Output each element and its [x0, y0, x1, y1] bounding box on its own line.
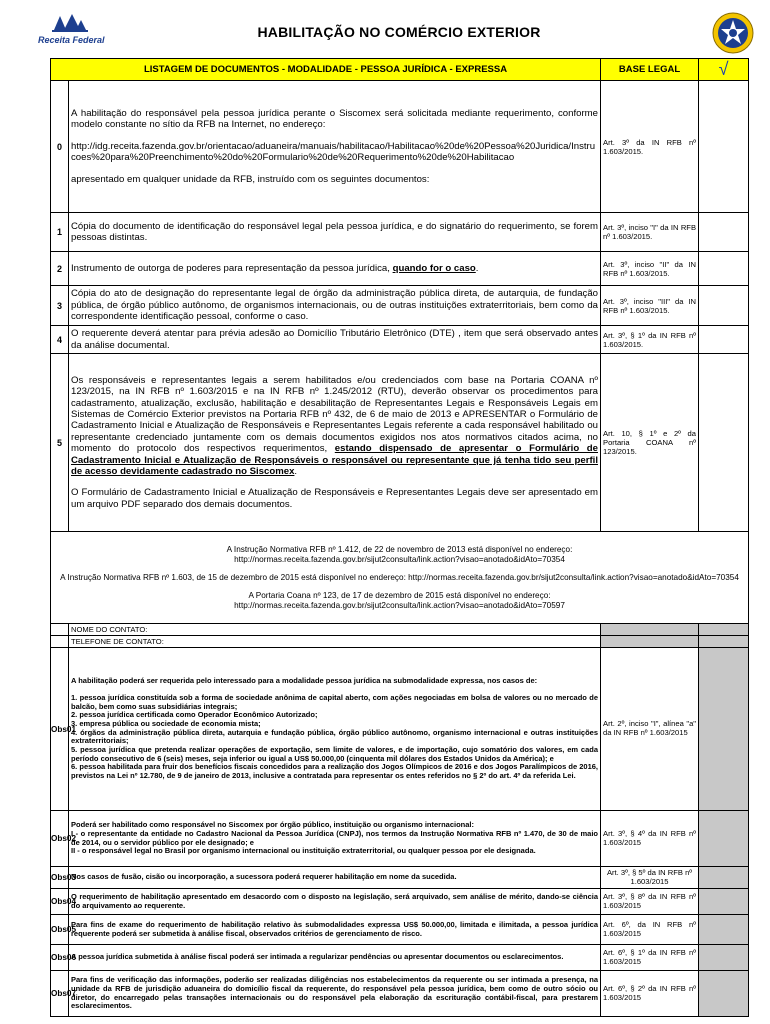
obs-text: Para fins de exame do requerimento de habilitação relativo às submodalidades expressa US$ 50.000,00, limitada e ilimitada, a pessoa jurídica requerente poderá ser submetida à análise fiscal, observados critérios de gerenciamento de risco.: [69, 915, 601, 945]
documents-table: [50, 58, 749, 1017]
check-cell[interactable]: [699, 286, 749, 326]
table-row: [51, 286, 749, 326]
obs-text: A pessoa jurídica submetida à análise fiscal poderá ser intimada a regularizar pendências ou apresentar documentos ou esclarecimentos.: [69, 945, 601, 971]
check-cell[interactable]: [699, 252, 749, 286]
obs-base-legal: Art. 3º, § 5º da IN RFB nº 1.603/2015: [601, 867, 699, 889]
grey-cell: [699, 636, 749, 648]
item-text: Instrumento de outorga de poderes para representação da pessoa jurídica,: [71, 262, 393, 274]
item-description: Cópia do documento de identificação do responsável legal pela pessoa jurídica, e do signatário do requerimento, se forem pessoas distintas.: [69, 213, 601, 252]
table-row: [51, 81, 749, 213]
grey-cell: [699, 624, 749, 636]
form-link[interactable]: http://idg.receita.fazenda.gov.br/orientacao/aduaneira/manuais/habilitacao/Habilitacao%20de%20Pessoa%20Juridica/Instrucoes%20para%20Preenchimento%20do%20Formulario%20de%20Requerimento%20de%20Habilitacao: [71, 140, 596, 164]
obs-base-legal: Art. 2º, inciso "I", alínea "a" da IN RFB nº 1.603/2015: [601, 648, 699, 811]
obs-label: Obs01: [51, 648, 69, 811]
obs-label: Obs06: [51, 945, 69, 971]
grey-cell: [699, 889, 749, 915]
item-description: [69, 81, 601, 213]
reference-text: A Instrução Normativa RFB nº 1.412, de 22 de novembro de 2013 está disponível no endereço:: [226, 544, 573, 554]
grey-cell: [699, 867, 749, 889]
item-text: .: [294, 466, 298, 478]
page-title: HABILITAÇÃO NO COMÉRCIO EXTERIOR: [257, 24, 541, 40]
base-legal-cell: Art. 10, § 1º e 2º da Portaria COANA nº 123/2015.: [601, 354, 699, 532]
reference-info-row: [51, 532, 749, 624]
base-legal-cell: Art. 3º, inciso "II" da IN RFB nº 1.603/2015.: [601, 252, 699, 286]
obs-base-legal: Art. 6º, da IN RFB nº 1.603/2015: [601, 915, 699, 945]
obs-row: [51, 648, 749, 811]
logo-text: Receita Federal: [38, 35, 105, 45]
item-description: [69, 252, 601, 286]
reference-link[interactable]: http://normas.receita.fazenda.gov.br/sijut2consulta/link.action?visao=anotado&idAto=70597: [234, 600, 565, 610]
obs-row: [51, 971, 749, 1017]
contact-name-row: [51, 624, 749, 636]
obs-base-legal: Art. 3º, § 8º da IN RFB nº 1.603/2015: [601, 889, 699, 915]
item-text: Os responsáveis e representantes legais a serem habilitados e/ou credenciados com base na Portaria COANA nº 123/2015, na IN RFB nº 1.603/2015 e na IN RFB nº 1.245/2012 (RTU), deverão observar os procedimentos para cadastramento, atualização, exclusão, habilitação e desabilitação de Representantes Legais e Responsáveis Legais em Sistemas de Comércio Exterior previstos na Portaria RFB nº 432, de 6 de maio de 2013 e APRESENTAR o Formulário de Cadastramento Inicial e Atualização de Responsáveis e Representantes Legais referente a cada responsável habilitado ou representante credenciado juntamente com os demais documentos exigidos nos atos normativos citados acima, no momento do protocolo dos respectivos requerimentos,: [71, 374, 599, 455]
obs-label: Obs07: [51, 971, 69, 1017]
obs-base-legal: Art. 6º, § 1º da IN RFB nº 1.603/2015: [601, 945, 699, 971]
obs-base-legal: Art. 6º, § 2º da IN RFB nº 1.603/2015: [601, 971, 699, 1017]
obs-label: Obs05: [51, 915, 69, 945]
contact-phone-row: [51, 636, 749, 648]
obs-row: [51, 811, 749, 867]
base-legal-cell: Art. 3º da IN RFB nº 1.603/2015.: [601, 81, 699, 213]
item-paragraph: [71, 375, 598, 478]
obs-text: Nos casos de fusão, cisão ou incorporação, a sucessora poderá requerer habilitação em nome da sucedida.: [69, 867, 601, 889]
check-header-icon: √: [699, 59, 749, 81]
document-header: [38, 8, 748, 58]
item-text: .: [475, 262, 479, 274]
contact-spacer: [51, 624, 69, 636]
obs-label: Obs03: [51, 867, 69, 889]
grey-cell: [699, 648, 749, 811]
reference-info: [51, 532, 749, 624]
obs-base-legal: Art. 3º, § 4º da IN RFB nº 1.603/2015: [601, 811, 699, 867]
item-description: [69, 354, 601, 532]
grey-cell: [699, 915, 749, 945]
grey-cell: [699, 811, 749, 867]
table-title: LISTAGEM DE DOCUMENTOS - MODALIDADE - PESSOA JURÍDICA - EXPRESSA: [51, 59, 601, 81]
reference-line: A Instrução Normativa RFB nº 1.603, de 15 de dezembro de 2015 está disponível no endereço: http://normas.receita.fazenda.gov.br/sijut2consulta/link.action?visao=anotado&idAto=70354: [60, 572, 739, 582]
contact-phone-field[interactable]: TELEFONE DE CONTATO:: [69, 636, 601, 648]
item-paragraph: apresentado em qualquer unidade da RFB, instruído com os seguintes documentos:: [71, 173, 430, 185]
obs-row: [51, 915, 749, 945]
table-row: [51, 354, 749, 532]
item-description: Cópia do ato de designação do representante legal de órgão da administração pública direta, de autarquia, de fundação pública, de órgão público autônomo, de organismos internacionais, ou de outras instituições extraterritoriais, bem como da correspondente identificação pessoal, conforme o caso.: [69, 286, 601, 326]
obs-label: Obs04: [51, 889, 69, 915]
check-cell[interactable]: [699, 354, 749, 532]
item-number: 5: [51, 354, 69, 532]
obs-text: [69, 648, 601, 811]
item-paragraph: A habilitação do responsável pela pessoa jurídica perante o Siscomex será solicitada mediante requerimento, conforme modelo constante no sítio da RFB na Internet, no endereço:: [71, 107, 599, 131]
obs-row: [51, 945, 749, 971]
table-row: [51, 213, 749, 252]
table-row: [51, 326, 749, 354]
item-description: O requerente deverá atentar para prévia adesão ao Domicílio Tributário Eletrônico (DTE) , item que será observado antes da análise documental.: [69, 326, 601, 354]
obs-intro: A habilitação poderá ser requerida pelo interessado para a modalidade pessoa jurídica na submodalidade expressa, nos casos de:: [71, 676, 538, 686]
check-cell[interactable]: [699, 81, 749, 213]
obs-row: [51, 889, 749, 915]
contact-spacer: [51, 636, 69, 648]
check-cell[interactable]: [699, 326, 749, 354]
grey-cell: [699, 971, 749, 1017]
reference-link[interactable]: http://normas.receita.fazenda.gov.br/sijut2consulta/link.action?visao=anotado&idAto=70354: [234, 554, 565, 564]
reference-line: [55, 591, 744, 611]
document-page: [38, 8, 748, 1017]
base-legal-header: BASE LEGAL: [601, 59, 699, 81]
obs-label: Obs02: [51, 811, 69, 867]
item-emphasis: estando dispensado de apresentar o Formulário de Cadastramento Inicial e Atualização de Responsáveis o responsável ou representante que já tenha tido seu perfil de acesso devidamente cadastrado no Siscomex: [71, 443, 599, 478]
obs-text: Para fins de verificação das informações, poderão ser realizadas diligências nos estabelecimentos da requerente ou ser intimada a presença, na unidade da RFB de jurisdição aduaneira do domicílio fiscal da requerente, do responsável pela pessoa jurídica, bem como de outro sócio ou diretor, do encarregado pelas transações internacionais ou do responsável pela elaboração da escrituração contábil-fiscal, para prestarem esclarecimentos.: [69, 971, 601, 1017]
base-legal-cell: Art. 3º, § 1º da IN RFB nº 1.603/2015.: [601, 326, 699, 354]
reference-text: A Portaria Coana nº 123, de 17 de dezembro de 2015 está disponível no endereço:: [248, 590, 551, 600]
item-number: 1: [51, 213, 69, 252]
contact-name-field[interactable]: NOME DO CONTATO:: [69, 624, 601, 636]
item-number: 0: [51, 81, 69, 213]
item-emphasis: quando for o caso: [392, 262, 476, 274]
obs-row: [51, 867, 749, 889]
obs-text: O requerimento de habilitação apresentado em desacordo com o disposto na legislação, será arquivado, sem análise de mérito, dando-se ciência do arquivamento ao requerente.: [69, 889, 601, 915]
item-number: 3: [51, 286, 69, 326]
reference-line: [55, 545, 744, 565]
grey-cell: [601, 624, 699, 636]
national-seal-icon: [712, 12, 754, 54]
table-row: [51, 252, 749, 286]
base-legal-cell: Art. 3º, inciso "III" da IN RFB nº 1.603/2015.: [601, 286, 699, 326]
table-header-row: [51, 59, 749, 81]
obs-text: Poderá ser habilitado como responsável no Siscomex por órgão público, instituição ou organismo internacional: I - o representante da entidade no Cadastro Nacional da Pessoa Jurídica (CNPJ), nos termos da Instrução Normativa RFB nº 1.470, de 30 de maio de 2014, ou o servidor público por ele designado; e II - o responsável legal no Brasil por organismo internacional ou instituição extraterritorial, ou qualquer pessoa por ele designada.: [69, 811, 601, 867]
item-number: 4: [51, 326, 69, 354]
item-number: 2: [51, 252, 69, 286]
item-paragraph: O Formulário de Cadastramento Inicial e Atualização de Responsáveis e Representantes Legais deve ser apresentado em um arquivo PDF separado dos demais documentos.: [71, 487, 599, 510]
check-cell[interactable]: [699, 213, 749, 252]
base-legal-cell: Art. 3º, inciso "I" da IN RFB nº 1.603/2015.: [601, 213, 699, 252]
grey-cell: [699, 945, 749, 971]
obs-list: 1. pessoa jurídica constituída sob a forma de sociedade anônima de capital aberto, com ações negociadas em bolsa de valores ou no mercado de balcão, bem como suas subsidiárias integrais; 2. pessoa jurídica certificada como Operador Econômico Autorizado; 3. empresa pública ou sociedade de economia mista; 4. órgãos da administração pública direta, autarquia e fundação pública, órgão público autônomo, organismo internacional e outras instituições extraterritoriais; 5. pessoa jurídica que pretenda realizar operações de exportação, sem limite de valores, e de importação, cujo somatório dos valores, em cada período consecutivo de 6 (seis) meses, seja inferior ou igual a US$ 50.000,00 (cinquenta mil dólares dos Estados Unidos da América); e 6. pessoa habilitada para fruir dos benefícios fiscais concedidos para a realização dos Jogos Olímpicos de 2016 e dos Jogos Paralímpicos de 2016, previstos na Lei nº 12.780, de 9 de janeiro de 2013, inclusive a contratada para representar os entes referidos no § 2º do art. 4º da referida Lei.: [71, 692, 599, 781]
grey-cell: [601, 636, 699, 648]
